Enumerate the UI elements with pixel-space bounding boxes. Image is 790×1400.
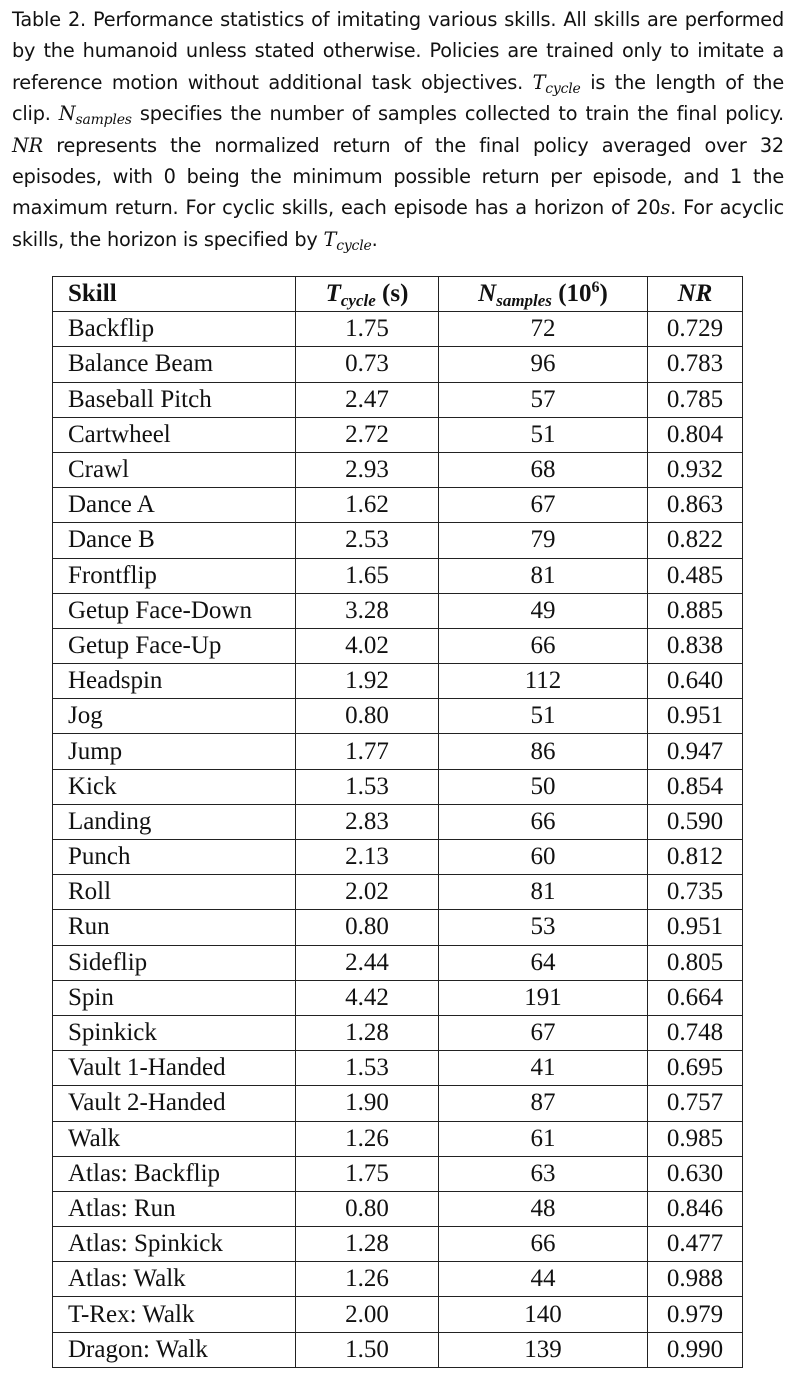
cell-nr: 0.885 — [648, 593, 743, 628]
cell-tcycle: 0.80 — [296, 1191, 439, 1226]
cell-nsamples: 66 — [439, 1227, 648, 1262]
table-row — [53, 1156, 743, 1191]
cell-tcycle: 2.44 — [296, 945, 439, 980]
cell-nr: 0.863 — [648, 488, 743, 523]
cell-nr: 0.630 — [648, 1156, 743, 1191]
cell-tcycle: 2.83 — [296, 804, 439, 839]
cell-nr: 0.640 — [648, 664, 743, 699]
cell-nr: 0.854 — [648, 769, 743, 804]
table-row — [53, 558, 743, 593]
cell-skill: Jog — [53, 699, 296, 734]
cell-skill: Run — [53, 910, 296, 945]
cell-tcycle: 1.75 — [296, 312, 439, 347]
table-row — [53, 488, 743, 523]
table-row — [53, 1297, 743, 1332]
cell-nr: 0.812 — [648, 840, 743, 875]
caption-text-4: represents the normalized return of the final policy averaged over 32 episodes, with 0 being the minimum possible return per episode, and 1 the maximum return. For cyclic skills, each episode has a horizon of 20 — [12, 133, 784, 220]
table-row — [53, 1051, 743, 1086]
cell-nsamples: 63 — [439, 1156, 648, 1191]
table-row — [53, 1086, 743, 1121]
table-row — [53, 452, 743, 487]
cell-tcycle: 1.90 — [296, 1086, 439, 1121]
cell-nsamples: 191 — [439, 980, 648, 1015]
cell-nr: 0.783 — [648, 347, 743, 382]
cell-skill: Walk — [53, 1121, 296, 1156]
cell-nr: 0.735 — [648, 875, 743, 910]
cell-nsamples: 66 — [439, 628, 648, 663]
table-row — [53, 593, 743, 628]
cell-tcycle: 2.53 — [296, 523, 439, 558]
cell-skill: Dance A — [53, 488, 296, 523]
cell-skill: Atlas: Backflip — [53, 1156, 296, 1191]
caption-nr-symbol: NR — [12, 133, 43, 157]
cell-skill: Punch — [53, 840, 296, 875]
cell-skill: Vault 1-Handed — [53, 1051, 296, 1086]
cell-nsamples: 87 — [439, 1086, 648, 1121]
cell-skill: Jump — [53, 734, 296, 769]
cell-skill: Dragon: Walk — [53, 1332, 296, 1367]
cell-nsamples: 41 — [439, 1051, 648, 1086]
cell-nr: 0.590 — [648, 804, 743, 839]
cell-nr: 0.947 — [648, 734, 743, 769]
cell-tcycle: 2.13 — [296, 840, 439, 875]
cell-nsamples: 51 — [439, 417, 648, 452]
cell-tcycle: 2.72 — [296, 417, 439, 452]
cell-skill: Sideflip — [53, 945, 296, 980]
cell-tcycle: 2.47 — [296, 382, 439, 417]
table-row — [53, 1332, 743, 1367]
cell-nr: 0.822 — [648, 523, 743, 558]
cell-nr: 0.838 — [648, 628, 743, 663]
cell-skill: Atlas: Run — [53, 1191, 296, 1226]
caption-tcycle-symbol: $T_{cycle}$ — [532, 70, 581, 97]
cell-nsamples: 112 — [439, 664, 648, 699]
cell-tcycle: 1.53 — [296, 1051, 439, 1086]
cell-skill: Vault 2-Handed — [53, 1086, 296, 1121]
cell-skill: Backflip — [53, 312, 296, 347]
cell-tcycle: 1.28 — [296, 1015, 439, 1050]
cell-tcycle: 1.92 — [296, 664, 439, 699]
caption-nsamples-symbol: $N_{samples}$ — [58, 102, 132, 129]
cell-tcycle: 1.75 — [296, 1156, 439, 1191]
cell-skill: Roll — [53, 875, 296, 910]
cell-nsamples: 68 — [439, 452, 648, 487]
caption-seconds-unit: s — [660, 196, 671, 220]
cell-nsamples: 72 — [439, 312, 648, 347]
cell-tcycle: 1.62 — [296, 488, 439, 523]
performance-table — [52, 276, 743, 1368]
cell-nr: 0.846 — [648, 1191, 743, 1226]
cell-nr: 0.988 — [648, 1262, 743, 1297]
cell-nr: 0.664 — [648, 980, 743, 1015]
caption-text-6: . — [371, 227, 378, 251]
cell-tcycle: 4.42 — [296, 980, 439, 1015]
cell-skill: Frontflip — [53, 558, 296, 593]
cell-skill: Dance B — [53, 523, 296, 558]
cell-skill: Getup Face-Up — [53, 628, 296, 663]
cell-nr: 0.805 — [648, 945, 743, 980]
cell-nr: 0.985 — [648, 1121, 743, 1156]
cell-tcycle: 2.02 — [296, 875, 439, 910]
table-row — [53, 1227, 743, 1262]
table-row — [53, 382, 743, 417]
caption-tcycle-symbol-2: $T_{cycle}$ — [323, 227, 372, 254]
cell-nr: 0.477 — [648, 1227, 743, 1262]
cell-nsamples: 60 — [439, 840, 648, 875]
table-row — [53, 804, 743, 839]
table-row — [53, 875, 743, 910]
cell-skill: Landing — [53, 804, 296, 839]
cell-skill: Atlas: Walk — [53, 1262, 296, 1297]
cell-nsamples: 81 — [439, 558, 648, 593]
cell-tcycle: 0.80 — [296, 699, 439, 734]
cell-nr: 0.951 — [648, 910, 743, 945]
cell-tcycle: 1.77 — [296, 734, 439, 769]
cell-skill: Spinkick — [53, 1015, 296, 1050]
caption-text-2: is the length of the clip. — [12, 70, 784, 126]
cell-nr: 0.804 — [648, 417, 743, 452]
cell-nr: 0.729 — [648, 312, 743, 347]
header-nsamples: $N_{samples}$ $(10^6)$ — [439, 277, 648, 312]
cell-nsamples: 81 — [439, 875, 648, 910]
table-row — [53, 1191, 743, 1226]
cell-nr: 0.932 — [648, 452, 743, 487]
table-row — [53, 699, 743, 734]
table-row — [53, 347, 743, 382]
cell-skill: Crawl — [53, 452, 296, 487]
cell-nsamples: 139 — [439, 1332, 648, 1367]
table-row — [53, 840, 743, 875]
cell-tcycle: 2.93 — [296, 452, 439, 487]
table-row — [53, 910, 743, 945]
cell-skill: T-Rex: Walk — [53, 1297, 296, 1332]
cell-tcycle: 3.28 — [296, 593, 439, 628]
header-skill: Skill — [53, 277, 296, 312]
cell-nsamples: 67 — [439, 1015, 648, 1050]
cell-nr: 0.485 — [648, 558, 743, 593]
cell-nsamples: 61 — [439, 1121, 648, 1156]
cell-nsamples: 57 — [439, 382, 648, 417]
cell-nsamples: 96 — [439, 347, 648, 382]
cell-skill: Kick — [53, 769, 296, 804]
cell-nsamples: 66 — [439, 804, 648, 839]
table-row — [53, 523, 743, 558]
cell-nr: 0.951 — [648, 699, 743, 734]
caption-text-5: . For acyclic skills, the horizon is specified by — [12, 196, 784, 251]
cell-nsamples: 140 — [439, 1297, 648, 1332]
cell-tcycle: 0.80 — [296, 910, 439, 945]
cell-tcycle: 0.73 — [296, 347, 439, 382]
cell-tcycle: 1.26 — [296, 1262, 439, 1297]
table-body — [53, 312, 743, 1368]
cell-skill: Balance Beam — [53, 347, 296, 382]
cell-skill: Spin — [53, 980, 296, 1015]
cell-nsamples: 67 — [439, 488, 648, 523]
cell-nsamples: 49 — [439, 593, 648, 628]
cell-skill: Cartwheel — [53, 417, 296, 452]
cell-nr: 0.979 — [648, 1297, 743, 1332]
cell-skill: Getup Face-Down — [53, 593, 296, 628]
table-row — [53, 312, 743, 347]
table-row — [53, 1262, 743, 1297]
cell-nsamples: 64 — [439, 945, 648, 980]
table-row — [53, 417, 743, 452]
table-row — [53, 1015, 743, 1050]
cell-nsamples: 51 — [439, 699, 648, 734]
caption-text-3: specifies the number of samples collected to train the final policy. — [139, 102, 784, 126]
cell-skill: Atlas: Spinkick — [53, 1227, 296, 1262]
cell-skill: Baseball Pitch — [53, 382, 296, 417]
cell-nr: 0.990 — [648, 1332, 743, 1367]
cell-tcycle: 1.65 — [296, 558, 439, 593]
table-row — [53, 980, 743, 1015]
table-caption — [12, 4, 784, 255]
caption-text-1: Table 2. Performance statistics of imitating various skills. All skills are performed by the humanoid unless stated otherwise. Policies are trained only to imitate a reference motion without additional task objectives. — [12, 8, 784, 94]
cell-nsamples: 79 — [439, 523, 648, 558]
table-row — [53, 664, 743, 699]
table-row — [53, 1121, 743, 1156]
cell-nsamples: 53 — [439, 910, 648, 945]
cell-nsamples: 48 — [439, 1191, 648, 1226]
table-row — [53, 734, 743, 769]
cell-tcycle: 4.02 — [296, 628, 439, 663]
cell-nr: 0.695 — [648, 1051, 743, 1086]
cell-nsamples: 86 — [439, 734, 648, 769]
table-row — [53, 945, 743, 980]
header-tcycle: $T_{cycle}$ (s) — [296, 277, 439, 312]
table-header-row — [53, 277, 743, 312]
cell-tcycle: 1.53 — [296, 769, 439, 804]
header-nr: NR — [648, 277, 743, 312]
cell-skill: Headspin — [53, 664, 296, 699]
cell-tcycle: 1.28 — [296, 1227, 439, 1262]
cell-nr: 0.785 — [648, 382, 743, 417]
cell-tcycle: 1.50 — [296, 1332, 439, 1367]
cell-nsamples: 50 — [439, 769, 648, 804]
cell-nsamples: 44 — [439, 1262, 648, 1297]
cell-nr: 0.748 — [648, 1015, 743, 1050]
cell-tcycle: 1.26 — [296, 1121, 439, 1156]
cell-tcycle: 2.00 — [296, 1297, 439, 1332]
table-row — [53, 628, 743, 663]
cell-nr: 0.757 — [648, 1086, 743, 1121]
table-row — [53, 769, 743, 804]
